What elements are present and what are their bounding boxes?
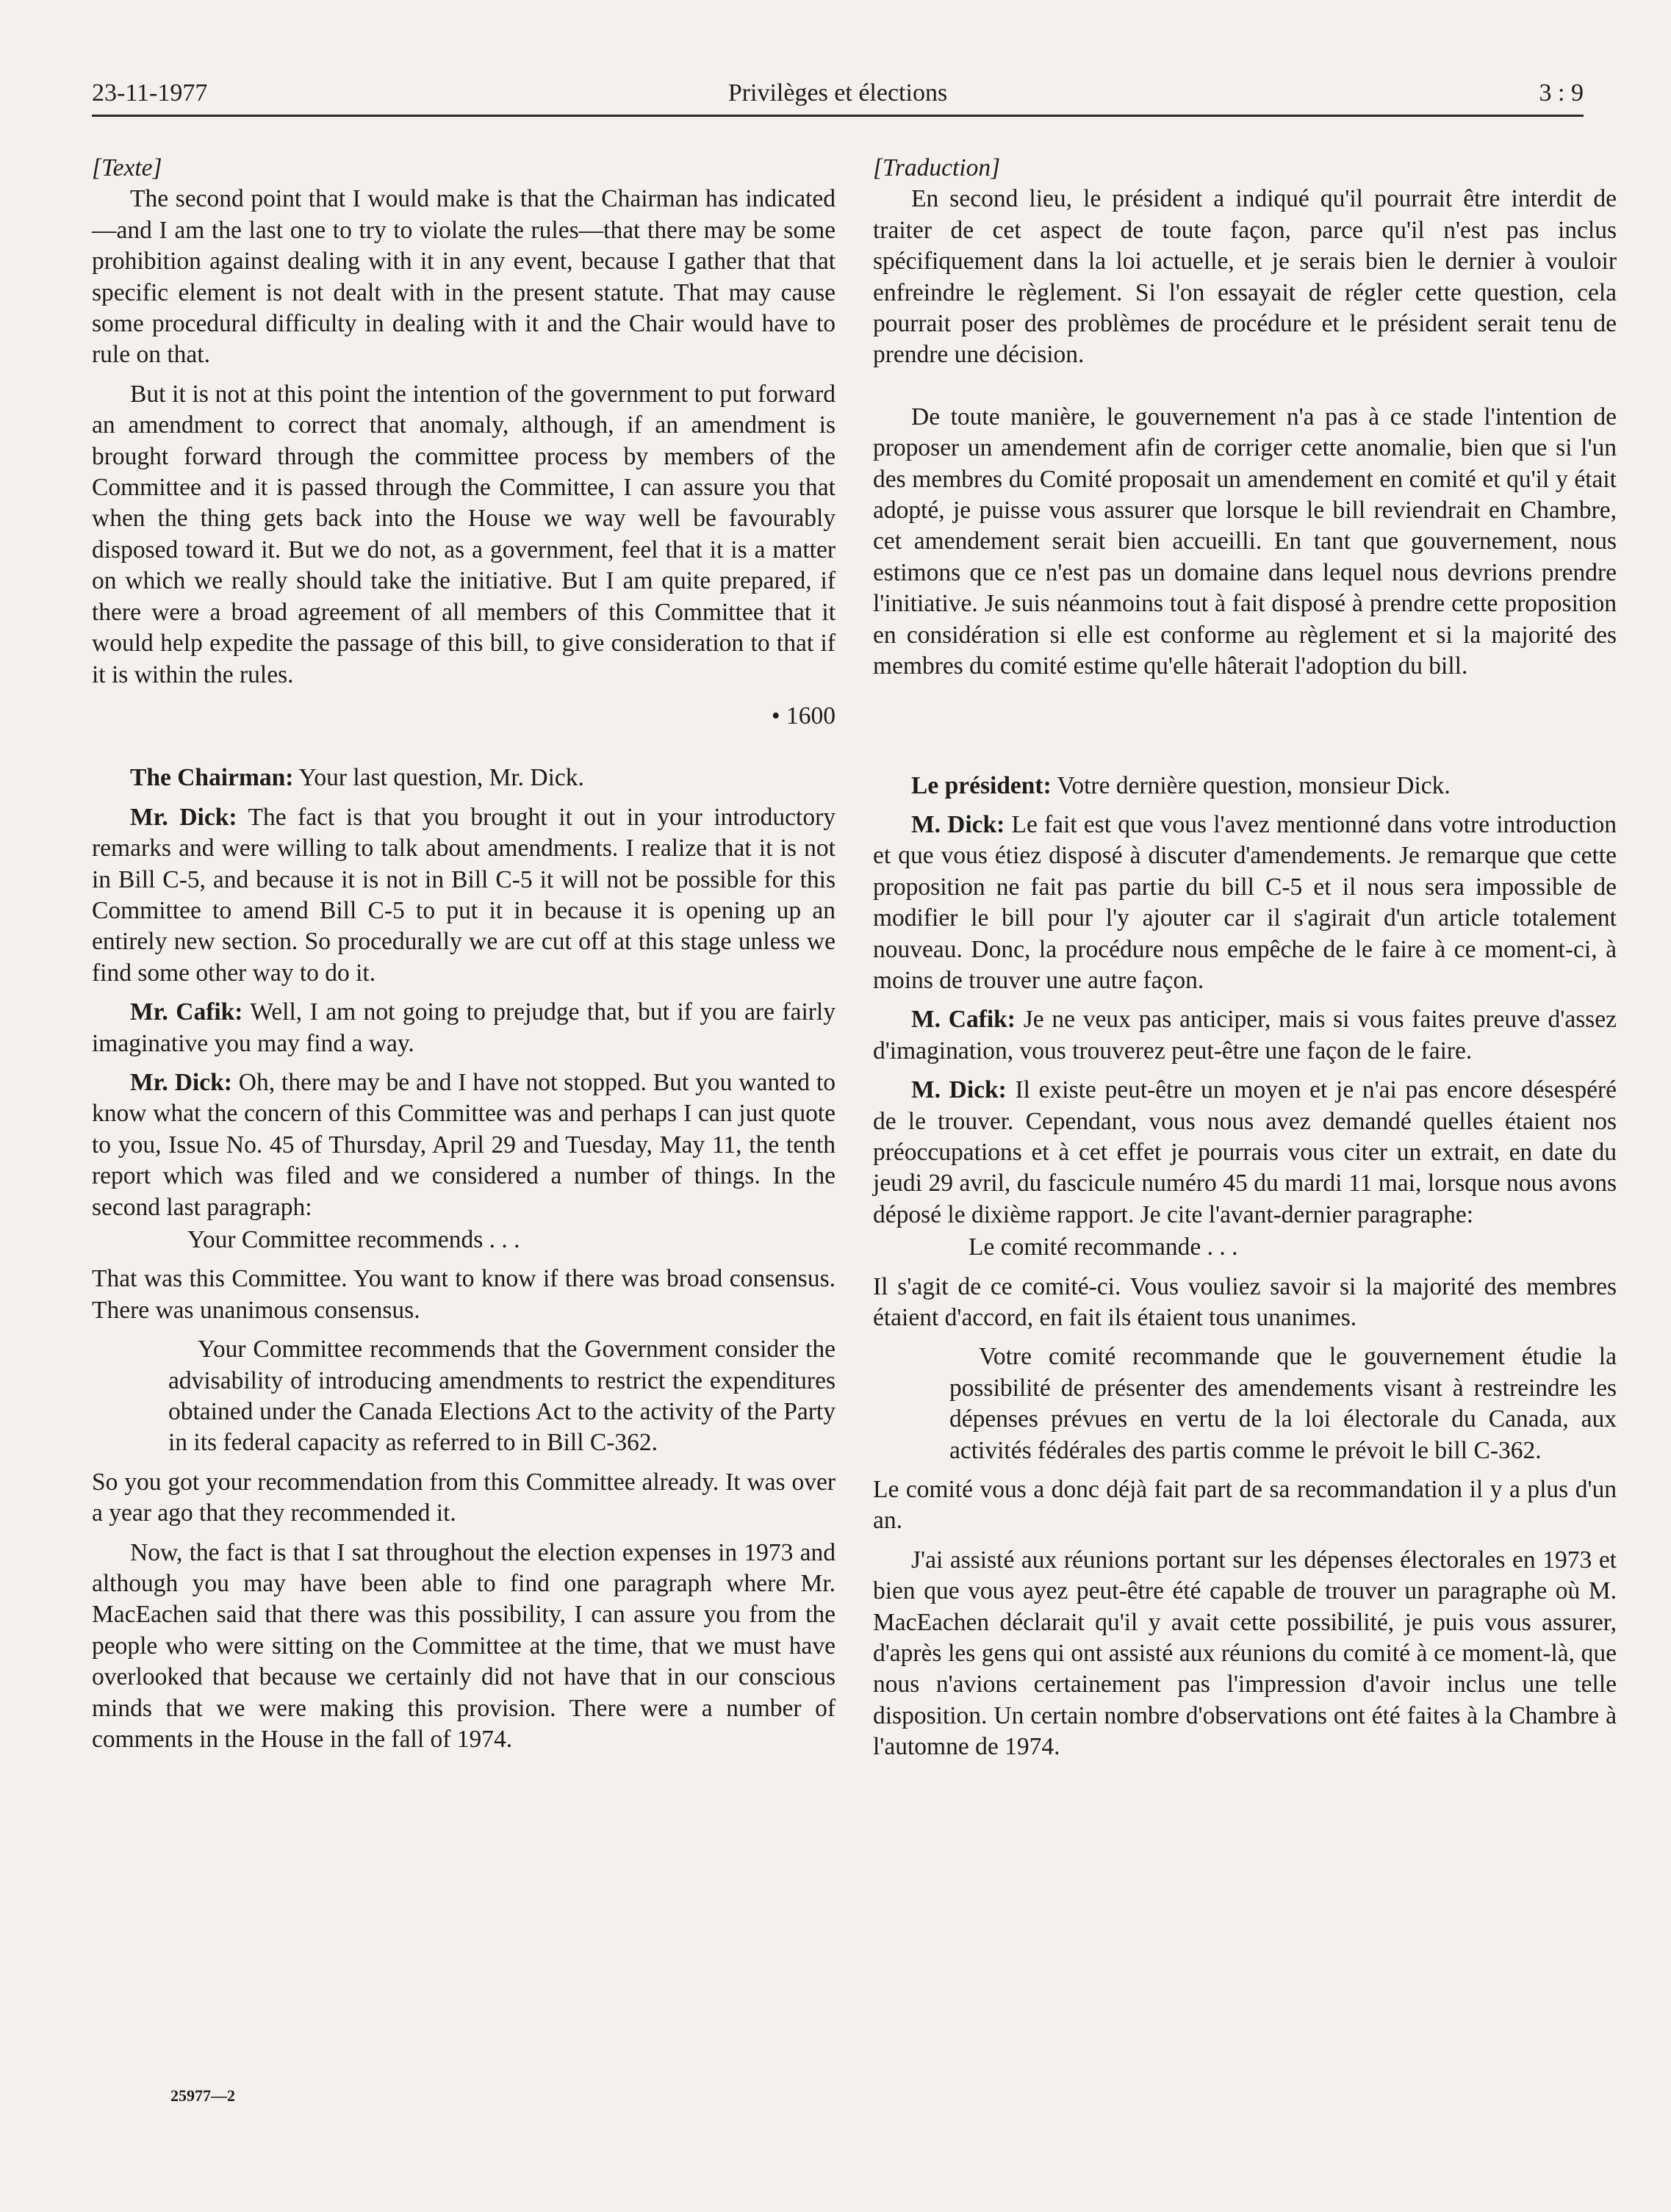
- speech-text: The fact is that you brought it out in your introductory remarks and were willing to talk about amendments. I realize that it is not in Bill C-5, and because it is not in Bill C-5 it will not be possible for this Committee to amend Bill C-5 to put it in because it is opening up an entirely new section. So procedurally we are cut off at this stage unless we find some other way to do it.: [92, 803, 836, 987]
- quoted-block: Votre comité recommande que le gouvernement étudie la possibilité de présenter des amendements visant à restreindre les dépenses prévues en vertu de la loi électorale du Canada, aux activités fédérales des partis comme le prévoit le bill C-362.: [949, 1343, 1617, 1464]
- speaker-name: M. Cafik:: [911, 1006, 1016, 1034]
- french-column: [873, 153, 1617, 1763]
- english-column: [92, 153, 836, 1756]
- paragraph: En second lieu, le président a indiqué qu'il pourrait être interdit de traiter de cet aspect de toute façon, parce qu'il n'est pas inclus spécifiquement dans la loi actuelle, et je serais bien le dernier à vouloir enfreindre le règlement. Si l'on essayait de régler cette question, cela pourrait poser des problèmes de procédure et le président serait tenu de prendre une décision.: [873, 185, 1617, 369]
- speech-text: Your last question, Mr. Dick.: [293, 764, 584, 792]
- speech-chairman: [873, 771, 1617, 801]
- paragraph: Now, the fact is that I sat throughout the election expenses in 1973 and although you may have been able to find one paragraph where Mr. MacEachen said that there was this possibility, I can assure you from the people who were sitting on the Committee at the time, that we must have overlooked that because we certainly did not have that in our conscious minds that we were making this provision. There were a number of comments in the House in the fall of 1974.: [92, 1538, 836, 1754]
- speech-dick: [873, 810, 1617, 996]
- speech-text: Je ne veux pas anticiper, mais si vous faites preuve d'assez d'imagination, vous trouverez peut-être une façon de le faire.: [873, 1006, 1617, 1064]
- paragraph: J'ai assisté aux réunions portant sur les dépenses électorales en 1973 et bien que vous ayez peut-être été capable de trouver un paragraphe où M. MacEachen déclarait qu'il y avait cette possibilité, je puis vous assurer, d'après les gens qui ont assisté aux réunions du comité à ce moment-là, que nous n'avions certainement pas l'impression d'avoir inclus une telle disposition. Un certain nombre d'observations ont été faites à la Chambre à l'automne de 1974.: [873, 1546, 1617, 1761]
- header-title: Privilèges et élections: [727, 79, 948, 107]
- speaker-name: Mr. Dick:: [130, 803, 237, 831]
- page-header: [92, 79, 1584, 118]
- speaker-name: The Chairman:: [130, 764, 294, 792]
- quoted-text: Le comité recommande . . .: [969, 1233, 1238, 1261]
- language-label: [Traduction]: [873, 154, 1001, 181]
- speech-text: Il existe peut-être un moyen et je n'ai pas encore désespéré de le trouver. Cependant, vous nous avez demandé quelles étaient nos préoccupations et à cet effet je pourrais vous citer un extrait, en date du jeudi 29 avril, du fascicule numéro 45 du mardi 11 mai, lorsque nous avons déposé le dixième rapport. Je cite l'avant-dernier paragraphe:: [873, 1076, 1617, 1228]
- language-label-text: Traduction: [883, 154, 991, 181]
- speech-dick: [92, 802, 836, 989]
- header-date: 23-11-1977: [92, 79, 208, 107]
- speech-text: Well, I am not going to prejudge that, but if you are fairly imaginative you may find a way.: [92, 998, 836, 1057]
- footer-code: 25977—2: [170, 2086, 235, 2105]
- paragraph: That was this Committee. You want to know if there was broad consensus. There was unanimous consensus.: [92, 1265, 836, 1324]
- paragraph: Il s'agit de ce comité-ci. Vous vouliez savoir si la majorité des membres étaient d'accord, en fait ils étaient tous unanimes.: [873, 1272, 1617, 1331]
- speaker-name: Mr. Dick:: [130, 1068, 232, 1096]
- quoted-text: Your Committee recommends . . .: [187, 1226, 520, 1253]
- time-marker: • 1600: [771, 702, 836, 729]
- speech-chairman: [92, 763, 836, 793]
- paragraph: De toute manière, le gouvernement n'a pas à ce stade l'intention de proposer un amendement afin de corriger cette anomalie, bien que si l'un des membres du Comité proposait un amendement en comité et qu'il y était adopté, je puisse vous assurer que lorsque le bill reviendrait en Chambre, cet amendement serait bien accueilli. En tant que gouvernement, nous estimons que ce n'est pas un domaine dans lequel nous devrions prendre l'initiative. Je suis néanmoins tout à fait disposé à prendre cette proposition en considération si elle est conforme au règlement et si la majorité des membres du comité estime qu'elle hâterait l'adoption du bill.: [873, 403, 1617, 680]
- speaker-name: M. Dick:: [911, 810, 1005, 838]
- paragraph: Le comité vous a donc déjà fait part de sa recommandation il y a plus d'un an.: [873, 1476, 1617, 1535]
- language-label-text: Texte: [101, 154, 153, 181]
- speech-dick: [92, 1067, 836, 1223]
- speaker-name: Mr. Cafik:: [130, 998, 243, 1026]
- speech-text: Le fait est que vous l'avez mentionné dans votre introduction et que vous étiez disposé à discuter d'amendements. Je remarque que cette proposition ne fait pas partie du bill C-5 et il nous sera impossible de modifier le bill pour l'y ajouter car il s'agirait d'un article totalement nouveau. Donc, la procédure nous empêche de le faire à ce moment-ci, à moins de trouver une autre façon.: [873, 810, 1617, 994]
- speaker-name: Le président:: [911, 771, 1052, 799]
- paragraph: The second point that I would make is that the Chairman has indicated—and I am the last one to try to violate the rules—that there may be some prohibition against dealing with it in any event, because I gather that that specific element is not dealt with in the present statute. That may cause some procedural difficulty in dealing with it and the Chair would have to rule on that.: [92, 185, 836, 369]
- speaker-name: M. Dick:: [911, 1076, 1007, 1104]
- header-rule: [92, 115, 1584, 117]
- speech-text: Votre dernière question, monsieur Dick.: [1051, 771, 1451, 799]
- header-page-number: 3 : 9: [1539, 79, 1584, 107]
- speech-dick: [873, 1075, 1617, 1231]
- speech-text: Oh, there may be and I have not stopped. But you wanted to know what the concern of this Committee was and perhaps I can just quote to you, Issue No. 45 of Thursday, April 29 and Tuesday, May 11, the tenth report which was filed and we considered a number of things. In the second last paragraph:: [92, 1068, 836, 1221]
- speech-cafik: [873, 1004, 1617, 1067]
- speech-cafik: [92, 997, 836, 1059]
- paragraph: So you got your recommendation from this Committee already. It was over a year ago that they recommended it.: [92, 1468, 836, 1527]
- language-label: [Texte]: [92, 154, 162, 181]
- paragraph: But it is not at this point the intention of the government to put forward an amendment to correct that anomaly, although, if an amendment is brought forward through the committee process by members of the Committee and it is passed through the Committee, I can assure you that when the thing gets back into the House we way well be favourably disposed toward it. But we do not, as a government, feel that it is a matter on which we really should take the initiative. But I am quite prepared, if there were a broad agreement of all members of this Committee that it would help expedite the passage of this bill, to give consideration to that if it is within the rules.: [92, 380, 836, 688]
- quoted-block: Your Committee recommends that the Government consider the advisability of introducing amendments to restrict the expenditures obtained under the Canada Elections Act to the activity of the Party in its federal capacity as referred to in Bill C-362.: [168, 1336, 836, 1457]
